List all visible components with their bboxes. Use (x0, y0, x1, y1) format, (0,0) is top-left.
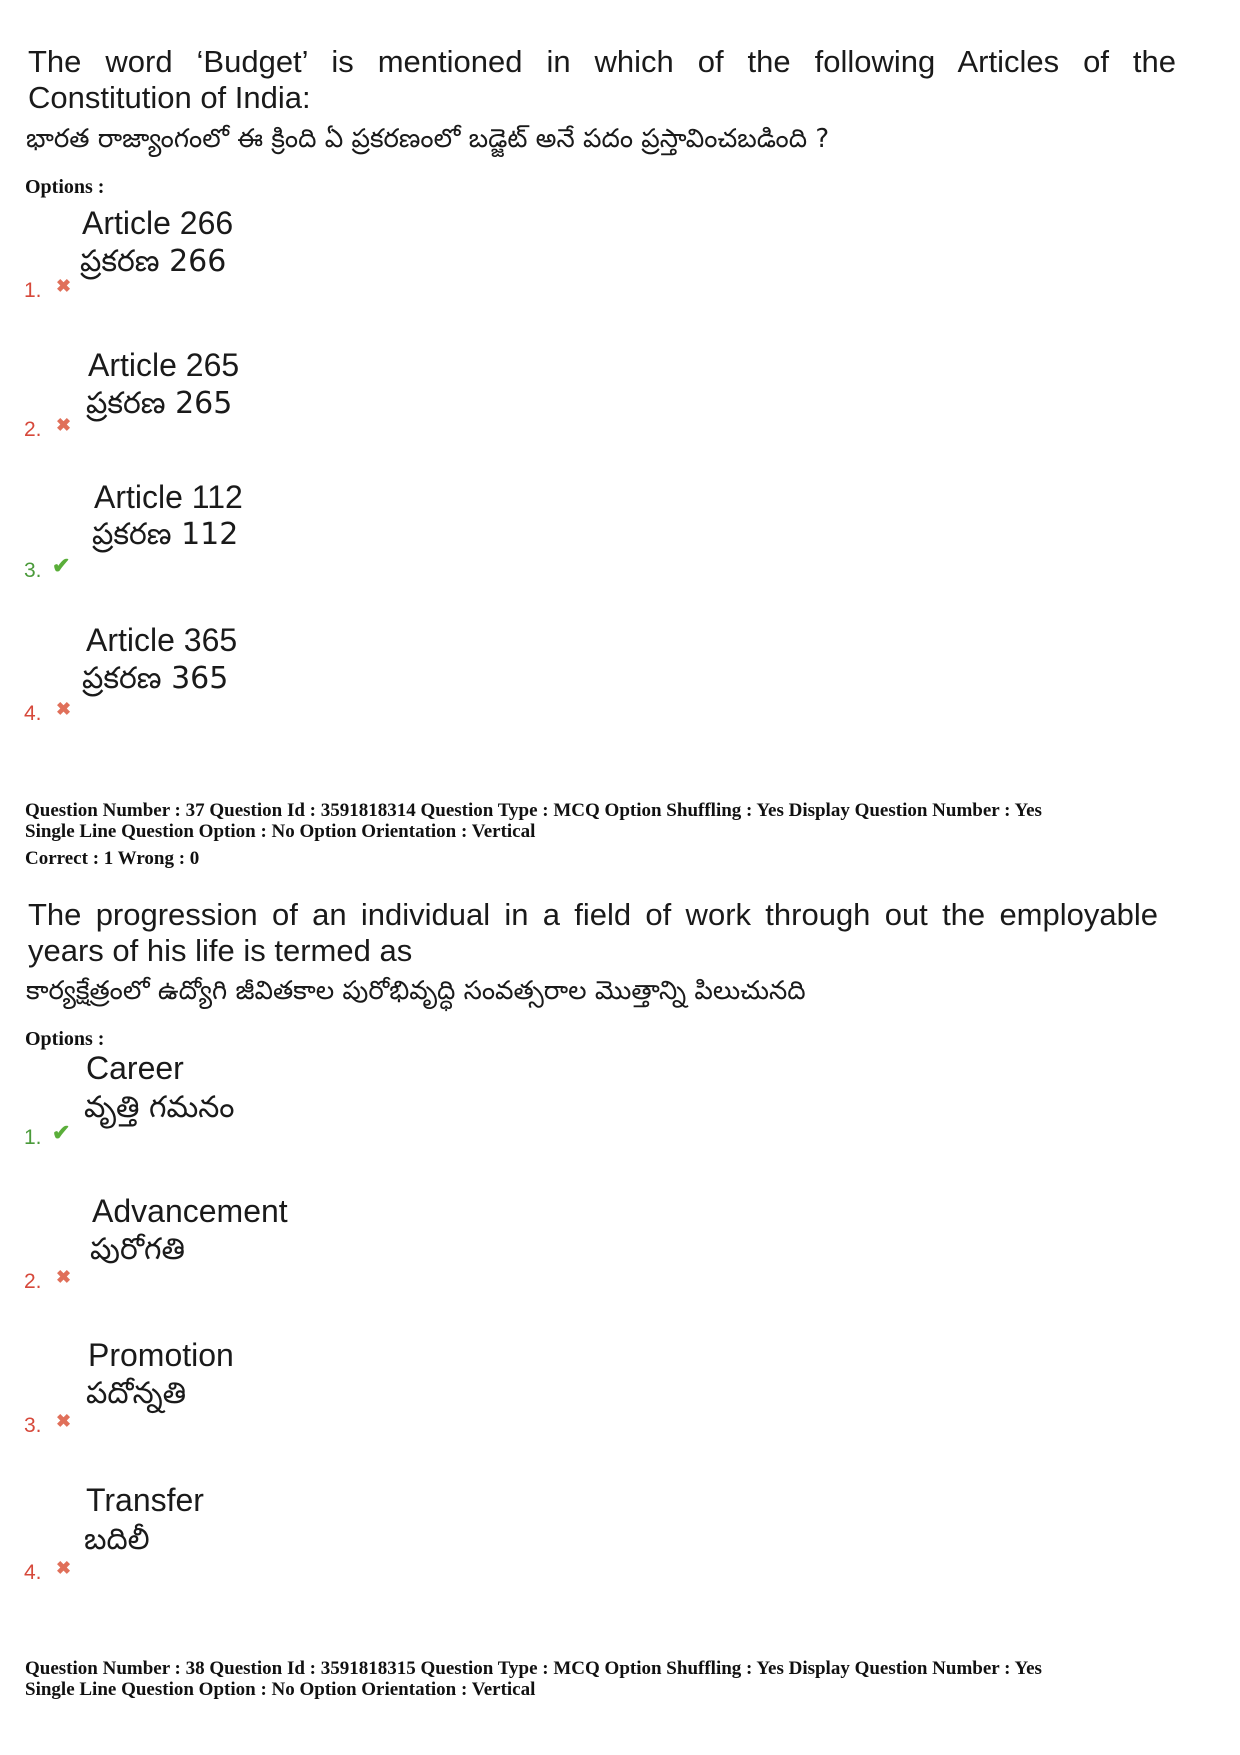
options-label: Options : (25, 1028, 105, 1050)
question-text-line: The word ‘Budget’ is mentioned in which of the following Articles of the (28, 44, 1176, 79)
option-text-te: వృత్తి గమనం (84, 1090, 235, 1125)
option-number: 3. (24, 559, 42, 582)
question-text-line: Constitution of India: (28, 80, 311, 115)
option-number: 2. (24, 1270, 42, 1293)
option-text-en: Transfer (86, 1482, 204, 1518)
question-meta: Single Line Question Option : No Option Orientation : Vertical (25, 1679, 536, 1700)
option-text-te: ప్రకరణ 265 (86, 386, 233, 421)
cross-icon: ✖ (56, 1558, 72, 1578)
cross-icon: ✖ (56, 1411, 72, 1431)
cross-icon: ✖ (56, 1267, 72, 1287)
cross-icon: ✖ (56, 699, 72, 719)
question-text-line: The progression of an individual in a field of work through out the employable (28, 897, 1158, 932)
option-text-te: పురోగతి (90, 1232, 185, 1267)
question-text-telugu: భారత రాజ్యాంగంలో ఈ క్రింది ఏ ప్రకరణంలో బడ్జెట్ అనే పదం ప్రస్తావించబడింది ? (26, 124, 830, 154)
question-text-telugu: కార్యక్షేత్రంలో ఉద్యోగి జీవితకాల పురోభివృద్ధి సంవత్సరాల మొత్తాన్ని పిలుచునది (26, 976, 806, 1006)
cross-icon: ✖ (56, 415, 72, 435)
option-text-te: బదిలీ (84, 1522, 150, 1557)
options-label: Options : (25, 176, 105, 198)
question-meta: Single Line Question Option : No Option Orientation : Vertical (25, 821, 536, 842)
question-score: Correct : 1 Wrong : 0 (25, 848, 200, 869)
option-text-en: Article 265 (88, 347, 240, 383)
option-number: 4. (24, 1561, 42, 1584)
check-icon: ✔ (52, 553, 71, 578)
question-text-line: years of his life is termed as (28, 933, 413, 968)
option-text-en: Article 266 (82, 205, 234, 241)
question-meta: Question Number : 37 Question Id : 3591818314 Question Type : MCQ Option Shuffling : Yes Display Question Number : Yes (25, 800, 1042, 821)
question-meta: Question Number : 38 Question Id : 3591818315 Question Type : MCQ Option Shuffling : Yes Display Question Number : Yes (25, 1658, 1042, 1679)
option-number: 1. (24, 279, 42, 302)
option-number: 3. (24, 1414, 42, 1437)
option-text-en: Career (86, 1050, 184, 1086)
option-text-te: ప్రకరణ 365 (82, 661, 229, 696)
option-text-en: Article 365 (86, 622, 238, 658)
option-text-te: ప్రకరణ 112 (92, 517, 239, 552)
option-text-en: Promotion (88, 1337, 234, 1373)
check-icon: ✔ (52, 1120, 71, 1145)
option-number: 1. (24, 1126, 42, 1149)
option-text-te: ప్రకరణ 266 (80, 244, 227, 279)
cross-icon: ✖ (56, 276, 72, 296)
option-number: 2. (24, 418, 42, 441)
option-text-te: పదోన్నతి (86, 1376, 187, 1411)
option-text-en: Advancement (92, 1193, 288, 1229)
option-text-en: Article 112 (94, 479, 243, 515)
option-number: 4. (24, 702, 42, 725)
